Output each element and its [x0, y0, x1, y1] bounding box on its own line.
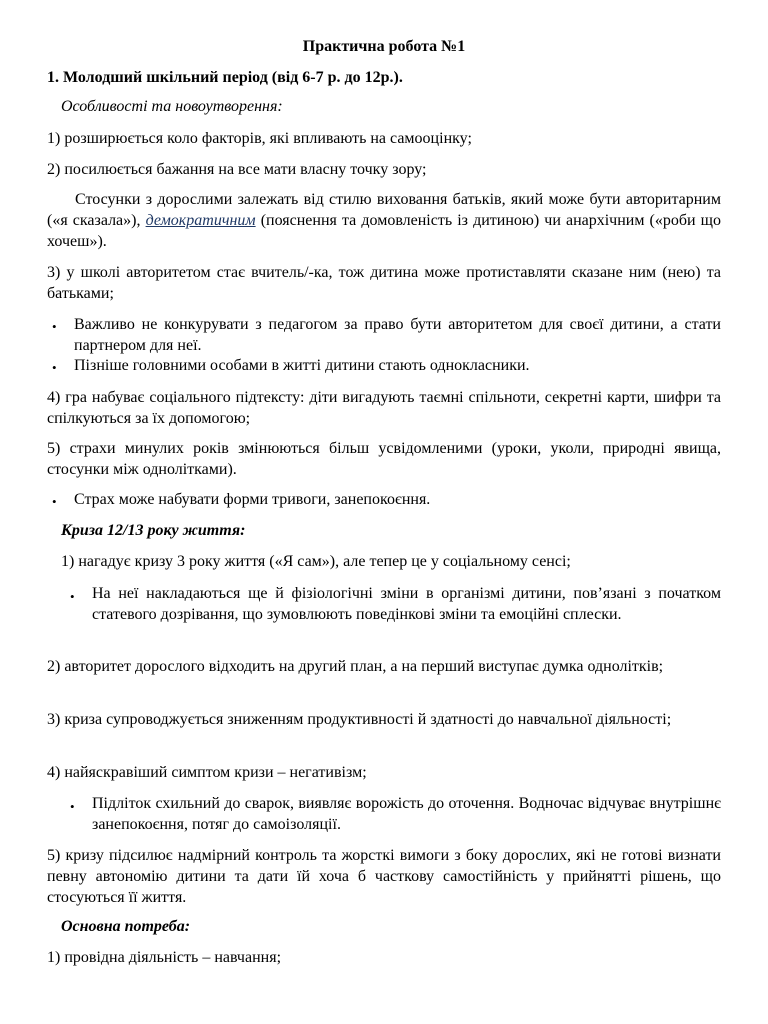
- crisis-item-1: 1) нагадує кризу 3 року життя («Я сам»), але тепер це у соціальному сенсі;: [61, 553, 571, 570]
- bullet-item-fear: Страх може набувати форми тривоги, занепокоєння.: [74, 491, 431, 508]
- page-title: Практична робота №1: [302, 38, 466, 55]
- list-item-3: 3) у школі авторитетом стає вчитель/-ка, тож дитина може протиставляти сказане ним (нею) та батьками;: [47, 264, 721, 302]
- crisis-item-4: 4) найяскравіший симптом кризи – негативізм;: [47, 764, 367, 781]
- relations-text-start: Стосунки з дорослими залежать від стилю виховання батьків, який може бути авторитарним («я сказала»),: [47, 191, 721, 229]
- bullet-icon: •: [52, 494, 57, 509]
- bullet-icon: •: [52, 360, 57, 375]
- crisis-item-2: 2) авторитет дорослого відходить на другий план, а на перший виступає думка однолітків;: [47, 658, 664, 675]
- bullet-icon: •: [52, 319, 57, 334]
- bullet-icon: •: [70, 589, 75, 604]
- section-heading: 1. Молодший шкільний період (від 6-7 р. до 12р.).: [47, 69, 403, 86]
- crisis-item-3: 3) криза супроводжується зниженням продуктивності й здатності до навчальної діяльності;: [47, 711, 672, 728]
- bullet-item-classmates: Пізніше головними особами в житті дитини стають однокласники.: [74, 357, 530, 374]
- relations-text-end: (пояснення та домовленість із дитиною) чи анархічним («роби що хочеш»).: [47, 212, 721, 250]
- democratic-link[interactable]: демократичним: [145, 212, 256, 229]
- need-heading: Основна потреба:: [61, 918, 191, 935]
- list-item-1: 1) розширюється коло факторів, які впливають на самооцінку;: [47, 130, 472, 147]
- bullet-item-physiology: На неї накладаються ще й фізіологічні зміни в організмі дитини, пов’язані з початком статевого дозрівання, що зумовлюють поведінкові зміни та емоційні сплески.: [92, 585, 721, 623]
- features-heading: Особливості та новоутворення:: [61, 98, 283, 115]
- list-item-2: 2) посилюється бажання на все мати власну точку зору;: [47, 161, 427, 178]
- bullet-item-teen: Підліток схильний до сварок, виявляє ворожість до оточення. Водночас відчуває внутрішнє занепокоєння, потяг до самоізоляції.: [92, 795, 721, 833]
- list-item-5: 5) страхи минулих років змінюються більш усвідомленими (уроки, уколи, природні явища, стосунки між однолітками).: [47, 440, 721, 478]
- crisis-item-5: 5) кризу підсилює надмірний контроль та жорсткі вимоги з боку дорослих, які не готові визнати певну автономію дитини та дати їй хоча б часткову самостійність у прийнятті рішень, що стосуються її життя.: [47, 847, 721, 906]
- bullet-item-partner: Важливо не конкурувати з педагогом за право бути авторитетом для своєї дитини, а стати партнером для неї.: [74, 316, 721, 354]
- relations-paragraph: [47, 189, 721, 252]
- list-item-4: 4) гра набуває соціального підтексту: діти вигадують таємні спільноти, секретні карти, шифри та спілкуються за їх допомогою;: [47, 389, 721, 427]
- crisis-heading: Криза 12/13 року життя:: [61, 522, 246, 539]
- bullet-icon: •: [70, 799, 75, 814]
- need-item-1: 1) провідна діяльність – навчання;: [47, 949, 282, 966]
